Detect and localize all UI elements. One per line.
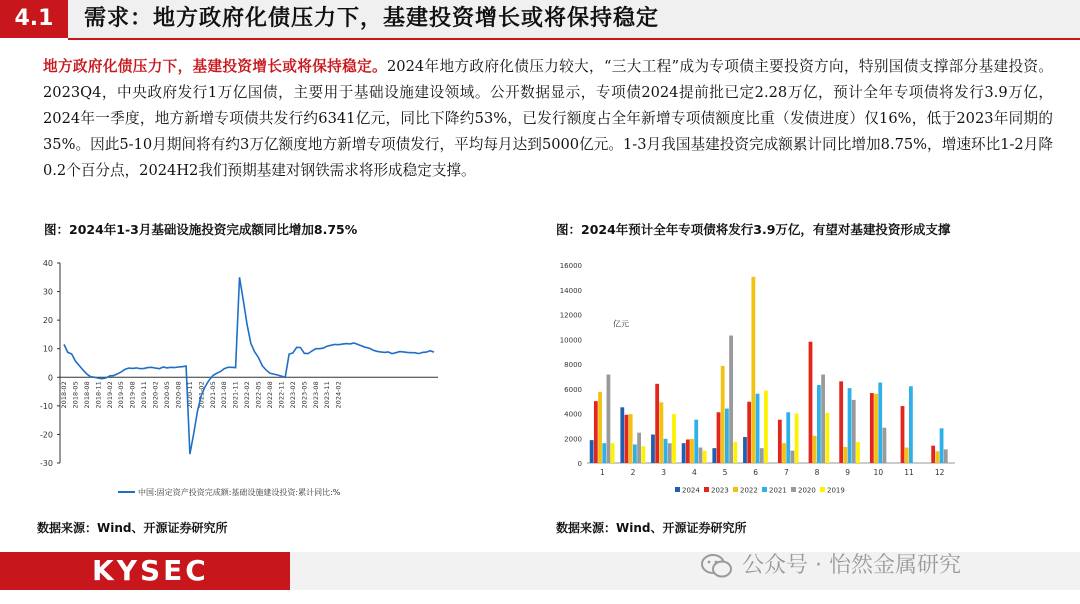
bar [664,439,668,463]
bar [672,414,676,463]
bar [641,446,645,463]
y-tick-label: 16000 [559,262,582,270]
legend-swatch [762,487,767,492]
bar [935,451,939,463]
bar [843,447,847,463]
figure1-caption: 图：2024年1-3月基础设施投资完成额同比增加8.75% [44,222,358,237]
bar [909,386,913,463]
section-number: 4.1 [0,0,68,38]
x-tick-label: 2020-08 [174,381,183,409]
y-tick-label: 20 [42,316,53,326]
bar [905,448,909,463]
bar [690,439,694,463]
bar [607,375,611,463]
legend-swatch [791,487,796,492]
figure2-source: 数据来源：Wind、开源证券研究所 [556,521,747,535]
bar [620,407,624,463]
x-tick-label: 1 [599,468,605,477]
y-tick-label: 0 [577,460,582,468]
legend-swatch [704,487,709,492]
bar [870,393,874,463]
bar [699,448,703,463]
x-tick-label: 2020-11 [185,381,194,409]
legend-label: 2021 [769,486,787,495]
paragraph-body: 2024年地方政府化债压力较大，“三大工程”成为专项债主要投资方向，特别国债支撑部分基建投资。2023Q4，中央政府发行1万亿国债，主要用于基础设施建设领域。公开数据显示，专项债2024提前批已定2.28万亿，预计全年专项债将发行3.9万亿，2024年一季度，地方新增专项债共发行约6341亿元，同比下降约53%，已发行额度占全年新增专项债额度比重（发债进度）仅16%，低于2023年同期的35%。因此5-10月期间将有约3万亿额度地方新增专项债发行，平均每月达到5000亿元。1-3月我国基建投资完成额累计同比增加8.75%，增速环比1-2月降0.2个百分点，2024H2我们预期基建对钢铁需求将形成稳定支撑。 [43,58,1053,179]
bar [883,428,887,463]
bar [786,412,790,463]
infrastructure-investment-line-chart [30,250,450,505]
bar [694,420,698,463]
bar [813,436,817,463]
x-tick-label: 2018-08 [82,381,91,409]
y-tick-label: 40 [42,259,53,268]
x-tick-label: 2019-05 [117,381,126,409]
series-line [64,277,434,454]
x-tick-label: 9 [845,468,851,477]
bar [856,442,860,463]
bar [848,388,852,463]
paragraph-highlight: 地方政府化债压力下，基建投资增长或将保持稳定。 [43,58,387,75]
bar [590,440,594,463]
bar [874,394,878,463]
legend-label: 2019 [827,486,845,495]
bar [852,400,856,463]
x-tick-label: 2024-02 [334,381,343,409]
y-tick-label: -20 [39,430,53,440]
bar [682,443,686,463]
figure1-source: 数据来源：Wind、开源证券研究所 [37,521,228,535]
bar [602,443,606,463]
bar [703,451,707,463]
bar [625,415,629,463]
legend-label: 2022 [740,486,758,495]
x-tick-label: 2019-02 [105,381,114,409]
bar [743,437,747,463]
legend-label: 2024 [682,486,700,495]
x-tick-label: 10 [873,468,884,477]
x-tick-label: 2023-08 [311,381,320,409]
y-tick-label: 10 [42,344,53,354]
bar [795,414,799,464]
footer-strip [290,552,1080,590]
bar [782,443,786,463]
bar [747,402,751,463]
x-tick-label: 2021-11 [231,381,240,409]
legend-swatch [675,487,680,492]
bar [651,435,655,463]
body-paragraph [43,54,1053,184]
bar [629,414,633,463]
x-tick-label: 3 [661,468,667,477]
bar [825,413,829,463]
bar [756,394,760,463]
x-tick-label: 2022-02 [243,381,252,409]
bar [940,428,944,463]
x-tick-label: 7 [783,468,789,477]
bar [717,412,721,463]
bar [733,442,737,463]
bar [817,385,821,463]
bar [637,433,641,463]
y-tick-label: 12000 [559,311,582,320]
bar [839,381,843,463]
bar [809,342,813,463]
bar [764,391,768,463]
bar [598,392,602,463]
bar [668,443,672,463]
y-tick-label: 4000 [564,410,582,419]
y-tick-label: 8000 [564,361,582,369]
x-tick-label: 8 [814,468,820,477]
bar [729,336,733,463]
x-tick-label: 2018-02 [60,381,68,409]
x-tick-label: 2021-05 [208,381,217,409]
bar [686,439,690,463]
bar [594,401,598,463]
bar [778,420,782,463]
wechat-icon [700,553,734,579]
y-tick-label: 2000 [564,435,582,444]
x-tick-label: 2020-02 [151,381,160,409]
special-bond-bar-chart [555,255,965,500]
x-tick-label: 2023-11 [323,381,332,409]
x-tick-label: 2018-11 [94,381,103,409]
bar [721,366,725,463]
bar [931,446,935,463]
y-tick-label: 14000 [559,286,582,295]
x-tick-label: 2022-11 [277,381,286,409]
x-tick-label: 6 [753,468,759,477]
kysec-logo: KYSEC [92,554,209,587]
x-tick-label: 4 [691,468,697,477]
x-tick-label: 2021-02 [197,381,206,409]
y-tick-label: 10000 [559,336,582,345]
legend-label: 2023 [711,486,729,495]
bar [791,451,795,463]
x-tick-label: 2019-08 [128,381,137,409]
bar [659,402,663,463]
bar [901,406,905,463]
watermark-text: 公众号 · 怡然金属研究 [742,553,961,578]
x-tick-label: 11 [904,468,914,477]
x-tick-label: 2020-05 [162,381,171,409]
legend-label: 中国:固定资产投资完成额:基础设施建设投资:累计同比:% [138,488,341,497]
x-tick-label: 2019-11 [140,381,149,409]
x-tick-label: 2018-05 [71,381,80,409]
legend-swatch [820,487,825,492]
bar [712,448,716,463]
bar [878,383,882,463]
section-header [0,0,1080,38]
bar [944,449,948,463]
x-tick-label: 2 [630,468,636,477]
x-tick-label: 2022-05 [254,381,263,409]
y-tick-label: -10 [39,401,53,411]
legend-label: 2020 [798,486,816,495]
x-tick-label: 5 [722,468,728,477]
bar [821,375,825,463]
bar [611,443,615,463]
legend-swatch [733,487,738,492]
bar [751,277,755,463]
x-tick-label: 2022-08 [265,381,274,409]
y-tick-label: 30 [42,287,53,297]
y-tick-label: 0 [47,373,53,383]
y-axis-label: 亿元 [613,319,629,329]
y-tick-label: 6000 [564,385,582,394]
y-tick-label: -30 [39,459,53,468]
figure2-caption: 图：2024年预计全年专项债将发行3.9万亿，有望对基建投资形成支撑 [556,222,951,237]
bar [760,448,764,463]
bar [655,384,659,463]
x-tick-label: 12 [934,468,945,477]
x-tick-label: 2023-02 [288,381,297,409]
x-tick-label: 2023-05 [300,381,309,409]
x-tick-label: 2021-08 [220,381,229,409]
bar [633,444,637,463]
bar [725,409,729,463]
page-title: 需求：地方政府化债压力下，基建投资增长或将保持稳定 [84,6,660,31]
